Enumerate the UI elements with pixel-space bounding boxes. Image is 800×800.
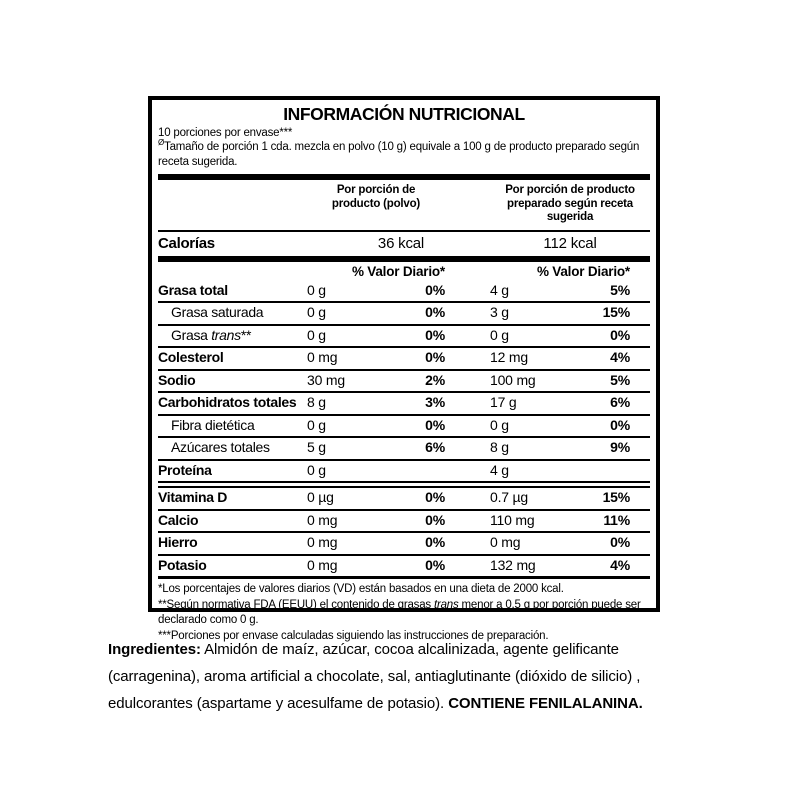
- dv-powder: 0%: [425, 416, 445, 433]
- amount-powder: 0 mg: [307, 534, 338, 550]
- column-header-prepared: [445, 184, 650, 225]
- dv-prepared: 11%: [603, 511, 630, 528]
- ingredients-heading: Ingredientes:: [108, 641, 201, 658]
- serving-size-text: Tamaño de porción 1 cda. mezcla en polvo (10 g) equivale a 100 g de producto preparado según receta sugerida.: [158, 141, 640, 168]
- amount-powder: 0 g: [307, 461, 326, 478]
- column-header-prepared-line1: Por porción de producto: [505, 184, 635, 196]
- row-vitamina-d: [158, 488, 650, 509]
- row-hierro: [158, 531, 650, 554]
- amount-prepared: 4 g: [490, 461, 509, 478]
- amount-prepared: 0 g: [490, 326, 509, 343]
- dv-prepared: 5%: [610, 281, 630, 298]
- dv-prepared: 15%: [602, 489, 630, 505]
- nutrient-name: Sodio: [158, 371, 196, 388]
- dv-powder: 6%: [425, 439, 445, 455]
- amount-prepared: 8 g: [490, 439, 509, 455]
- column-header-powder-line2: producto (polvo): [331, 197, 421, 210]
- header-spacer: [158, 184, 307, 225]
- amount-powder: 0 g: [307, 304, 326, 320]
- nutrient-name: [158, 327, 307, 345]
- dv-powder: 0%: [425, 534, 445, 550]
- dv-prepared: 0%: [610, 326, 630, 343]
- nutrient-name: Vitamina D: [158, 489, 228, 505]
- row-grasa-total: [158, 281, 650, 302]
- daily-value-header-prepared: % Valor Diario*: [536, 263, 630, 279]
- amount-powder: 8 g: [307, 394, 326, 410]
- nutrient-name: Proteína: [158, 461, 212, 478]
- dv-prepared: 15%: [602, 304, 630, 320]
- dv-powder: 0%: [425, 511, 445, 528]
- amount-powder: 0 mg: [307, 556, 338, 573]
- dv-prepared: 0%: [610, 534, 630, 550]
- dv-powder: 0%: [425, 281, 445, 298]
- row-fibra: [158, 414, 650, 437]
- calories-row: [158, 230, 650, 256]
- row-colesterol: [158, 346, 650, 369]
- amount-prepared: 12 mg: [490, 349, 528, 365]
- calories-powder-value: 36 kcal: [377, 234, 425, 252]
- amount-prepared: 3 g: [490, 304, 509, 320]
- dv-powder: 0%: [425, 556, 445, 573]
- row-proteina: [158, 459, 650, 482]
- dv-prepared: 4%: [610, 349, 630, 365]
- amount-powder: 0 µg: [307, 489, 334, 505]
- footnote-daily-values: *Los porcentajes de valores diarios (VD) están basados en una dieta de 2000 kcal.: [158, 583, 564, 595]
- amount-powder: 0 g: [307, 326, 326, 343]
- amount-prepared: 0 mg: [490, 534, 521, 550]
- footnote-fda-post: menor a 0.5 g por porción puede ser declarado como 0 g.: [158, 598, 641, 626]
- nutrient-name-prefix: Grasa: [171, 326, 212, 343]
- daily-value-header-powder: % Valor Diario*: [351, 263, 445, 279]
- footnote-fda-italic: trans: [433, 598, 459, 611]
- serving-size-line: [158, 140, 650, 170]
- footnote-fda-pre: **Según normativa FDA (EEUU) el contenido de grasas: [158, 598, 434, 611]
- amount-prepared: 0 g: [490, 416, 509, 433]
- calories-prepared-value: 112 kcal: [543, 234, 597, 252]
- amount-powder: 0 mg: [307, 349, 338, 365]
- amount-powder: 0 mg: [307, 511, 338, 528]
- dv-powder: 0%: [425, 326, 445, 343]
- dv-powder: 0%: [425, 489, 445, 505]
- row-carbohidratos: [158, 391, 650, 414]
- column-header-prepared-line2: preparado según receta sugerida: [507, 197, 633, 223]
- dv-prepared: 9%: [610, 439, 630, 455]
- amount-prepared: 17 g: [490, 394, 517, 410]
- amount-prepared: 100 mg: [490, 371, 536, 388]
- nutrient-name: Azúcares totales: [171, 439, 270, 455]
- footnote-servings: ***Porciones por envase calculadas siguiendo las instrucciones de preparación.: [158, 629, 549, 642]
- dv-powder: 0%: [425, 349, 445, 365]
- amount-powder: 0 g: [307, 416, 326, 433]
- nutrient-name: Grasa total: [158, 281, 228, 298]
- dv-prepared: 0%: [610, 416, 630, 433]
- column-header-powder-line1: Por porción de: [336, 184, 416, 196]
- nutrient-name-italic: trans: [211, 326, 241, 343]
- servings-per-container: 10 porciones por envase***: [158, 127, 293, 139]
- row-potasio: [158, 554, 650, 577]
- calories-label: Calorías: [158, 234, 215, 252]
- dv-powder: 0%: [425, 304, 445, 320]
- nutrition-facts-panel: [148, 96, 660, 642]
- row-calcio: [158, 509, 650, 532]
- nutrient-name-suffix: **: [240, 326, 252, 343]
- dv-powder: 3%: [425, 394, 445, 410]
- amount-prepared: 110 mg: [490, 511, 535, 528]
- amount-powder: 0 g: [307, 281, 326, 298]
- dv-prepared: 5%: [610, 371, 630, 388]
- ingredients-paragraph: [108, 636, 700, 717]
- nutrient-name: Grasa saturada: [171, 304, 264, 320]
- nutrient-name: Colesterol: [158, 349, 224, 365]
- panel-title: INFORMACIÓN NUTRICIONAL: [283, 104, 525, 124]
- nutrient-name: Calcio: [158, 511, 199, 528]
- ingredients-body: Almidón de maíz, azúcar, cocoa alcalinizada, agente gelificante (carragenina), aroma artificial a chocolate, sal, antiaglutinante (dióxido de silicio) , edulcorantes (aspartame y acesulfame de potasio).: [108, 641, 641, 712]
- amount-powder: 30 mg: [307, 371, 345, 388]
- nutrient-name: Potasio: [158, 556, 207, 573]
- daily-value-header-row: [158, 262, 650, 281]
- nutrient-name: Hierro: [158, 534, 198, 550]
- dv-powder: 2%: [425, 371, 445, 388]
- ingredients-warning: CONTIENE FENILALANINA.: [448, 695, 643, 712]
- footnote-mark: Ø: [158, 138, 165, 148]
- dv-prepared: 4%: [610, 556, 630, 573]
- amount-prepared: 0.7 µg: [490, 489, 529, 505]
- nutrient-name: Fibra dietética: [171, 416, 255, 433]
- dv-prepared: 6%: [610, 394, 630, 410]
- amount-powder: 5 g: [307, 439, 326, 455]
- row-grasa-trans: [158, 324, 650, 347]
- amount-prepared: 4 g: [490, 281, 509, 298]
- column-header-powder: [307, 184, 445, 225]
- row-sodio: [158, 369, 650, 392]
- nutrient-name: Carbohidratos totales: [158, 394, 297, 410]
- footnote-fda: [158, 598, 650, 629]
- section-divider-double: [158, 481, 650, 488]
- row-azucares: [158, 436, 650, 459]
- row-grasa-saturada: [158, 301, 650, 324]
- amount-prepared: 132 mg: [490, 556, 536, 573]
- column-header-row: [158, 180, 650, 230]
